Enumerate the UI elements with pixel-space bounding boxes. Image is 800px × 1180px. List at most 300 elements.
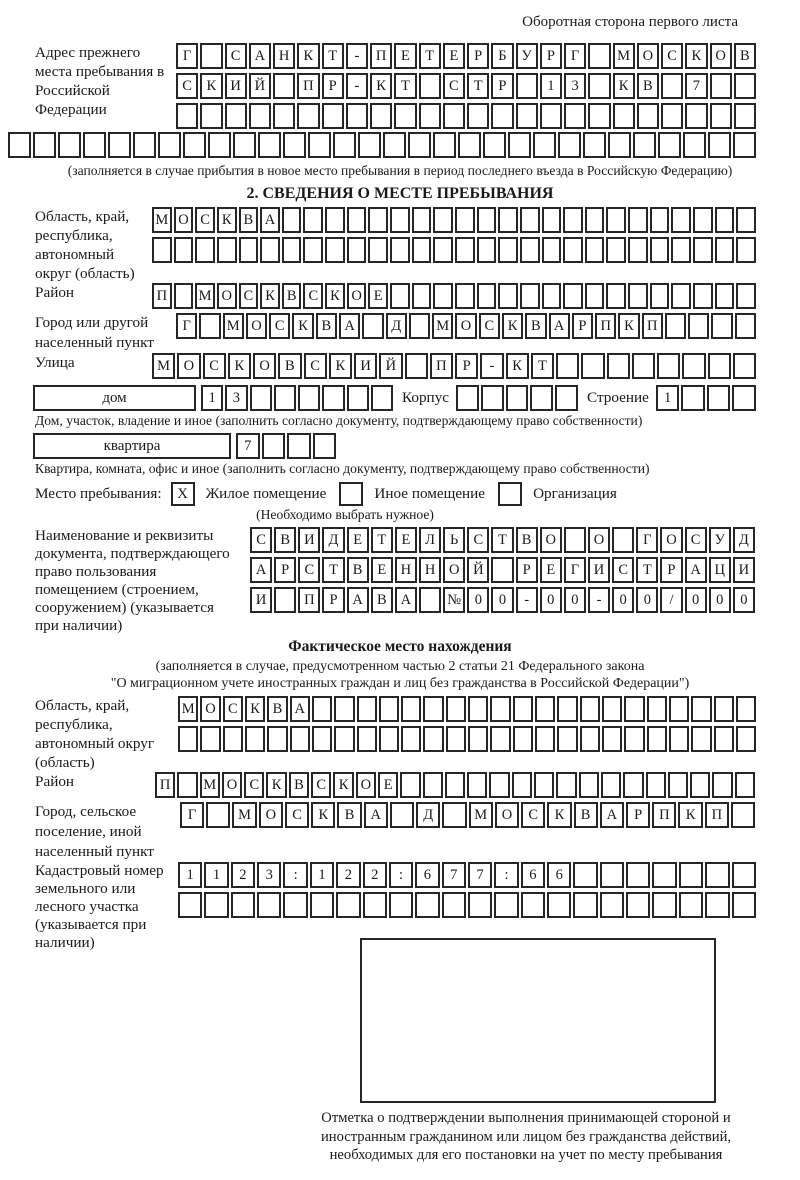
house-rect-label: дом — [33, 385, 196, 411]
char-cell — [613, 103, 635, 129]
char-cell — [334, 726, 354, 752]
char-cell: С — [244, 772, 264, 798]
char-cell — [455, 283, 475, 309]
char-cell: М — [232, 802, 256, 828]
char-cell — [736, 207, 756, 233]
char-cell: 0 — [612, 587, 634, 613]
char-cell — [298, 385, 320, 411]
char-cell — [711, 313, 732, 339]
char-cell: М — [178, 696, 198, 722]
char-cell: К — [297, 43, 319, 69]
char-cell — [628, 283, 648, 309]
char-cell — [557, 726, 577, 752]
char-cell — [455, 207, 475, 233]
char-cell — [433, 132, 456, 158]
char-cell: 0 — [540, 587, 562, 613]
char-cell — [506, 385, 529, 411]
char-cell — [715, 283, 735, 309]
char-cell: : — [389, 862, 413, 888]
char-cell — [178, 892, 202, 918]
char-cell — [513, 726, 533, 752]
char-cell — [231, 892, 255, 918]
char-cell — [580, 696, 600, 722]
char-cell — [624, 726, 644, 752]
field-cadastral — [35, 862, 800, 952]
char-cell — [683, 132, 706, 158]
char-cell: И — [733, 557, 755, 583]
char-cell — [200, 103, 222, 129]
char-cell — [297, 103, 319, 129]
document-label: Наименование и реквизиты документа, подтверждающего право пользования помещением (строением, сооружением) (указывается при наличии) — [35, 527, 230, 634]
char-cell — [557, 696, 577, 722]
header-note: Оборотная сторона первого листа — [522, 14, 738, 30]
char-cell — [658, 132, 681, 158]
char-cell — [442, 892, 466, 918]
actual-location-title: Фактическое место нахождения — [288, 638, 512, 655]
char-cell: : — [283, 862, 307, 888]
char-cell: Ц — [709, 557, 731, 583]
char-cell: И — [354, 353, 377, 379]
char-cell: Т — [371, 527, 393, 553]
char-cell: К — [618, 313, 639, 339]
char-cell — [282, 237, 302, 263]
char-cell — [555, 385, 578, 411]
char-cell — [287, 433, 311, 459]
char-row-street — [152, 353, 756, 379]
char-cell: : — [494, 862, 518, 888]
char-cell: 6 — [415, 862, 439, 888]
char-cell — [498, 283, 518, 309]
char-row-apartment — [236, 433, 336, 459]
char-cell: 3 — [225, 385, 247, 411]
char-cell — [736, 696, 756, 722]
char-cell: К — [685, 43, 707, 69]
char-cell: 0 — [733, 587, 755, 613]
option-other-premises-label: Иное помещение — [374, 485, 486, 502]
char-cell — [491, 103, 513, 129]
char-cell — [708, 353, 731, 379]
char-cell — [646, 772, 666, 798]
char-cell: Г — [176, 43, 198, 69]
char-cell: О — [200, 696, 220, 722]
char-cell — [534, 772, 554, 798]
char-cell: В — [525, 313, 546, 339]
char-cell — [346, 103, 368, 129]
char-cell: М — [152, 207, 172, 233]
fact-city-label: Город, сельское поселение, иной населенный пункт — [35, 803, 154, 860]
char-cell: Р — [467, 43, 489, 69]
char-cell: Г — [636, 527, 658, 553]
char-cell — [282, 207, 302, 233]
field-fact-city — [35, 802, 800, 862]
char-row-fact-city — [180, 802, 755, 862]
char-cell — [712, 772, 732, 798]
char-cell — [405, 353, 428, 379]
char-cell: У — [709, 527, 731, 553]
char-cell — [691, 726, 711, 752]
char-cell — [669, 726, 689, 752]
char-cell — [579, 772, 599, 798]
char-cell — [58, 132, 81, 158]
char-cell — [409, 313, 430, 339]
char-cell — [208, 132, 231, 158]
char-cell — [736, 237, 756, 263]
char-cell: С — [203, 353, 226, 379]
char-cell — [732, 385, 756, 411]
char-cell: 1 — [178, 862, 202, 888]
char-cell: К — [200, 73, 222, 99]
char-cell — [661, 73, 683, 99]
char-cell — [400, 772, 420, 798]
field-city — [35, 313, 800, 353]
char-cell — [325, 237, 345, 263]
char-cell: 1 — [201, 385, 223, 411]
char-cell — [177, 772, 197, 798]
char-cell — [735, 772, 755, 798]
char-cell: В — [282, 283, 302, 309]
char-cell — [665, 313, 686, 339]
char-cell — [489, 772, 509, 798]
char-cell — [312, 696, 332, 722]
char-cell — [612, 527, 634, 553]
char-cell — [477, 207, 497, 233]
char-cell: К — [678, 802, 702, 828]
char-cell: К — [292, 313, 313, 339]
char-cell — [174, 237, 194, 263]
char-cell: Д — [322, 527, 344, 553]
char-cell — [334, 696, 354, 722]
char-cell — [626, 892, 650, 918]
char-cell — [223, 726, 243, 752]
char-cell: С — [285, 802, 309, 828]
char-row-house — [201, 385, 393, 411]
char-cell — [423, 696, 443, 722]
char-cell — [158, 132, 181, 158]
char-cell — [446, 726, 466, 752]
char-cell — [668, 772, 688, 798]
char-row-region-1 — [152, 207, 756, 233]
char-cell — [606, 237, 626, 263]
char-cell: А — [685, 557, 707, 583]
char-cell: Т — [531, 353, 554, 379]
char-cell — [200, 43, 222, 69]
char-cell — [394, 103, 416, 129]
char-cell — [347, 237, 367, 263]
char-cell: П — [430, 353, 453, 379]
char-cell — [736, 283, 756, 309]
char-cell: П — [152, 283, 172, 309]
char-cell — [707, 385, 731, 411]
char-row-fact-region-2 — [178, 726, 756, 752]
char-cell: С — [239, 283, 259, 309]
char-cell — [390, 802, 414, 828]
char-cell: 1 — [310, 862, 334, 888]
char-cell: - — [516, 587, 538, 613]
char-cell: 3 — [257, 862, 281, 888]
char-cell — [325, 207, 345, 233]
char-cell: 6 — [521, 862, 545, 888]
char-cell — [233, 132, 256, 158]
char-cell: Г — [564, 557, 586, 583]
char-row-cadastral-1 — [178, 862, 756, 888]
char-cell: 7 — [442, 862, 466, 888]
char-cell — [632, 353, 655, 379]
char-cell — [204, 892, 228, 918]
char-cell: В — [274, 527, 296, 553]
char-cell — [206, 802, 230, 828]
char-row-fact-region-1 — [178, 696, 756, 722]
char-cell: - — [346, 73, 368, 99]
char-cell: Р — [322, 587, 344, 613]
checkbox-other-premises — [339, 482, 363, 506]
char-cell — [312, 726, 332, 752]
char-cell: К — [260, 283, 280, 309]
field-prev-address — [35, 43, 800, 129]
char-cell: В — [337, 802, 361, 828]
char-cell: С — [195, 207, 215, 233]
char-cell — [693, 283, 713, 309]
char-cell — [283, 132, 306, 158]
char-cell: И — [225, 73, 247, 99]
char-cell: К — [329, 353, 352, 379]
char-cell: А — [395, 587, 417, 613]
char-cell — [520, 237, 540, 263]
char-cell: Б — [491, 43, 513, 69]
char-cell: К — [333, 772, 353, 798]
apartment-rect-label: квартира — [33, 433, 231, 459]
char-cell — [607, 353, 630, 379]
char-cell — [498, 237, 518, 263]
char-cell: Т — [322, 557, 344, 583]
char-cell: Р — [455, 353, 478, 379]
char-cell: С — [298, 557, 320, 583]
char-cell — [303, 237, 323, 263]
char-cell: 0 — [636, 587, 658, 613]
char-row-prev-overflow — [8, 132, 756, 158]
char-cell — [357, 726, 377, 752]
char-cell — [573, 862, 597, 888]
char-cell — [33, 132, 56, 158]
char-cell: М — [223, 313, 244, 339]
char-cell — [628, 207, 648, 233]
char-cell: М — [200, 772, 220, 798]
char-cell — [516, 73, 538, 99]
char-cell — [540, 103, 562, 129]
district-label: Район — [35, 284, 75, 301]
char-cell — [245, 726, 265, 752]
char-cell — [535, 696, 555, 722]
street-label: Улица — [35, 354, 75, 371]
char-cell — [467, 772, 487, 798]
char-cell — [733, 132, 756, 158]
char-cell — [542, 237, 562, 263]
char-cell: 7 — [685, 73, 707, 99]
char-cell: / — [660, 587, 682, 613]
char-cell: О — [637, 43, 659, 69]
char-cell: И — [588, 557, 610, 583]
char-cell: С — [612, 557, 634, 583]
char-cell: 2 — [336, 862, 360, 888]
char-cell — [533, 132, 556, 158]
char-cell: Е — [371, 557, 393, 583]
char-cell — [715, 207, 735, 233]
char-cell: Е — [443, 43, 465, 69]
char-cell — [8, 132, 31, 158]
char-cell: Д — [733, 527, 755, 553]
char-cell — [588, 103, 610, 129]
char-cell: О — [356, 772, 376, 798]
char-cell: Т — [322, 43, 344, 69]
char-cell: Р — [491, 73, 513, 99]
char-cell — [390, 207, 410, 233]
char-cell: К — [228, 353, 251, 379]
char-cell — [370, 103, 392, 129]
char-cell — [467, 103, 489, 129]
char-cell — [200, 726, 220, 752]
char-cell: П — [155, 772, 175, 798]
char-cell: Р — [572, 313, 593, 339]
char-cell: У — [516, 43, 538, 69]
char-cell: О — [660, 527, 682, 553]
confirmation-stamp-box — [360, 938, 716, 1103]
char-cell — [602, 696, 622, 722]
char-cell — [178, 726, 198, 752]
char-cell: А — [600, 802, 624, 828]
char-cell: 0 — [564, 587, 586, 613]
char-cell — [508, 132, 531, 158]
char-row-prev-3 — [176, 103, 756, 129]
char-cell: 1 — [656, 385, 680, 411]
char-cell — [671, 207, 691, 233]
char-cell — [516, 103, 538, 129]
char-cell — [433, 237, 453, 263]
char-cell — [608, 132, 631, 158]
char-cell — [520, 283, 540, 309]
char-cell — [133, 132, 156, 158]
char-cell: Е — [368, 283, 388, 309]
char-cell: 1 — [540, 73, 562, 99]
char-cell — [322, 385, 344, 411]
section2-title: 2. СВЕДЕНИЯ О МЕСТЕ ПРЕБЫВАНИЯ — [246, 185, 554, 202]
char-cell — [274, 587, 296, 613]
char-cell: Л — [419, 527, 441, 553]
checkbox-residential: X — [171, 482, 195, 506]
char-cell: К — [613, 73, 635, 99]
char-cell: Й — [467, 557, 489, 583]
char-cell — [585, 237, 605, 263]
char-cell — [108, 132, 131, 158]
char-cell — [362, 313, 383, 339]
char-cell — [217, 237, 237, 263]
char-cell: О — [253, 353, 276, 379]
char-cell — [693, 207, 713, 233]
field-district — [35, 283, 800, 309]
char-cell — [195, 237, 215, 263]
char-cell — [606, 283, 626, 309]
char-cell — [415, 892, 439, 918]
char-cell — [734, 103, 756, 129]
char-cell — [734, 73, 756, 99]
char-cell — [679, 862, 703, 888]
char-cell: С — [269, 313, 290, 339]
char-cell — [481, 385, 504, 411]
char-cell: М — [152, 353, 175, 379]
char-cell — [442, 802, 466, 828]
char-cell: Й — [249, 73, 271, 99]
char-cell: М — [469, 802, 493, 828]
char-cell — [735, 313, 756, 339]
char-cell: Е — [394, 43, 416, 69]
house-caption: Дом, участок, владение и иное (заполнить согласно документу, подтверждающему право собственности) — [35, 413, 643, 428]
char-cell: П — [298, 587, 320, 613]
char-cell: В — [637, 73, 659, 99]
char-cell: О — [455, 313, 476, 339]
char-cell — [494, 892, 518, 918]
char-cell: О — [177, 353, 200, 379]
char-cell: П — [652, 802, 676, 828]
char-cell: - — [480, 353, 503, 379]
char-cell — [468, 696, 488, 722]
char-cell — [308, 132, 331, 158]
char-cell — [455, 237, 475, 263]
char-cell — [601, 772, 621, 798]
char-row-region-2 — [152, 237, 756, 263]
field-fact-region — [35, 696, 800, 772]
char-cell: Т — [491, 527, 513, 553]
char-cell: А — [250, 557, 272, 583]
char-cell — [530, 385, 553, 411]
char-cell — [535, 726, 555, 752]
char-cell: 2 — [363, 862, 387, 888]
char-cell: 0 — [709, 587, 731, 613]
char-cell — [563, 283, 583, 309]
char-cell — [650, 207, 670, 233]
char-cell — [419, 103, 441, 129]
char-cell — [693, 237, 713, 263]
char-cell: Т — [467, 73, 489, 99]
char-cell: В — [347, 557, 369, 583]
char-cell — [650, 237, 670, 263]
char-cell — [647, 726, 667, 752]
char-row-korpus — [456, 385, 578, 411]
char-cell: 3 — [564, 73, 586, 99]
char-cell — [423, 726, 443, 752]
char-cell: А — [347, 587, 369, 613]
char-cell — [174, 283, 194, 309]
char-cell — [732, 862, 756, 888]
char-row-prev-1 — [176, 43, 756, 69]
char-cell — [542, 207, 562, 233]
char-cell: Д — [416, 802, 440, 828]
char-cell: Й — [379, 353, 402, 379]
char-cell: О — [347, 283, 367, 309]
char-cell — [685, 103, 707, 129]
char-cell: К — [325, 283, 345, 309]
char-row-district — [152, 283, 756, 309]
char-cell — [152, 237, 172, 263]
char-cell: П — [370, 43, 392, 69]
char-cell: О — [710, 43, 732, 69]
char-cell — [412, 283, 432, 309]
apartment-caption: Квартира, комната, офис и иное (заполнить согласно документу, подтверждающему право собственности) — [35, 461, 650, 476]
char-cell: О — [222, 772, 242, 798]
char-cell — [580, 726, 600, 752]
char-cell — [225, 103, 247, 129]
char-cell: А — [260, 207, 280, 233]
cadastral-label: Кадастровый номер земельного или лесного участка (указывается при наличии) — [35, 862, 164, 951]
char-cell: В — [734, 43, 756, 69]
char-cell: С — [479, 313, 500, 339]
